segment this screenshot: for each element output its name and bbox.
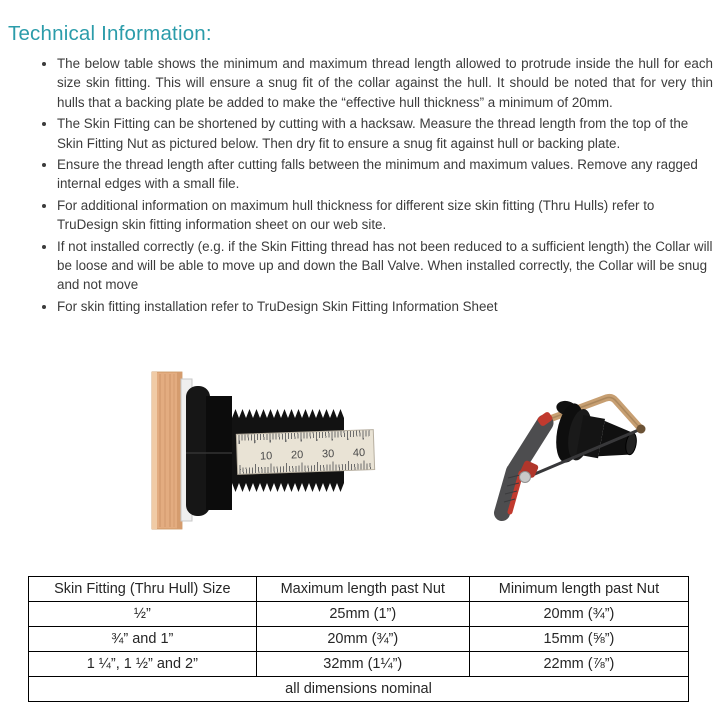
bullet-item: • For additional information on maximum hull thickness for different size skin fitting (Thru Hulls) refer to TruDesign skin fitting information sheet on our web site. xyxy=(57,196,713,235)
saw-handle-illustration xyxy=(502,411,554,513)
col-header-max-length: Maximum length past Nut xyxy=(256,577,469,602)
cell-max: 32mm (1¼”) xyxy=(256,652,469,677)
ruler-number: 40 xyxy=(352,446,366,460)
ruler-number: 30 xyxy=(321,447,335,461)
col-header-min-length: Minimum length past Nut xyxy=(469,577,688,602)
cell-size: ½” xyxy=(29,602,257,627)
bullet-item: • The below table shows the minimum and maximum thread length allowed to protrude inside the hull for each size skin fitting. This will ensure a snug fit of the collar against the hull. It should be noted that for very thin hulls that a backing plate be added to make the “effective hull thickness” a minimum of 20mm. xyxy=(57,54,713,112)
cell-max: 25mm (1”) xyxy=(256,602,469,627)
blade-bolt-illustration xyxy=(520,472,531,483)
table-footer-note: all dimensions nominal xyxy=(29,677,689,702)
table-row xyxy=(29,627,689,652)
cell-size: ¾” and 1” xyxy=(29,627,257,652)
ruler-number: 20 xyxy=(290,449,304,462)
cell-max: 20mm (¾”) xyxy=(256,627,469,652)
bullet-item: • If not installed correctly (e.g. if the Skin Fitting thread has not been reduced to a sufficient length) the Collar will be loose and will be able to move up and down the Ball Valve. When installed correctly, the Collar will be snug and not move xyxy=(57,237,713,295)
hacksaw-figure xyxy=(448,370,658,550)
table-row xyxy=(29,652,689,677)
cell-size: 1 ¼”, 1 ½” and 2” xyxy=(29,652,257,677)
table-footer-row xyxy=(29,677,689,702)
figure-row xyxy=(0,366,718,566)
cell-min: 15mm (⅝”) xyxy=(469,627,688,652)
cell-min: 20mm (¾”) xyxy=(469,602,688,627)
skin-fitting-ruler-figure xyxy=(140,366,430,542)
bullet-item: • Ensure the thread length after cutting falls between the minimum and maximum values. Remove any ragged internal edges with a small file. xyxy=(57,155,713,194)
ruler-illustration xyxy=(236,430,374,475)
table-header-row xyxy=(29,577,689,602)
bullet-item: • For skin fitting installation refer to TruDesign Skin Fitting Information Sheet xyxy=(57,297,713,316)
page-title: Technical Information: xyxy=(8,22,212,45)
ruler-number: 10 xyxy=(259,450,273,463)
col-header-size: Skin Fitting (Thru Hull) Size xyxy=(29,577,257,602)
hull-plank-illustration xyxy=(152,372,182,529)
thread-length-table xyxy=(28,576,689,702)
bullet-list xyxy=(30,54,713,318)
bullet-item: • The Skin Fitting can be shortened by cutting with a hacksaw. Measure the thread length from the top of the Skin Fitting Nut as pictured below. Then dry fit to ensure a snug fit against hull or backing plate. xyxy=(57,114,713,153)
cell-min: 22mm (⅞”) xyxy=(469,652,688,677)
table-row xyxy=(29,602,689,627)
tension-knob-illustration xyxy=(637,425,646,434)
